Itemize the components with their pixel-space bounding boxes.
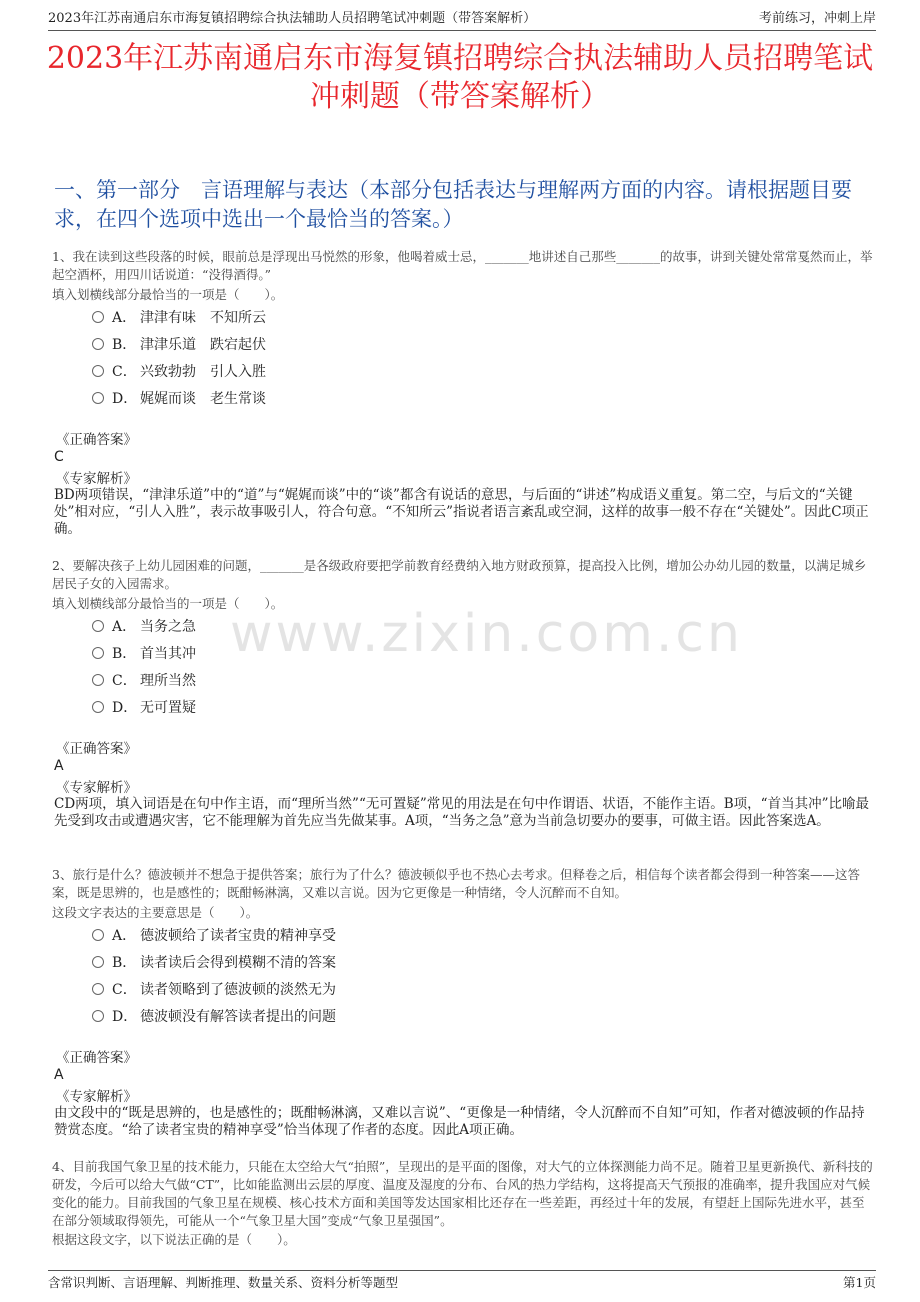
question-3 (52, 866, 874, 922)
footer-note: 含常识判断、言语理解、判断推理、数量关系、资料分析等题型 (48, 1275, 399, 1290)
page-header (48, 8, 876, 31)
question-prompt: 填入划横线部分最恰当的一项是（ ）。 (52, 287, 284, 302)
analysis-label: 《专家解析》 (56, 1089, 137, 1105)
option-1b[interactable]: B． 津津乐道 跌宕起伏 (92, 335, 266, 355)
option-3b[interactable]: B． 读者读后会得到模糊不清的答案 (92, 953, 336, 973)
correct-answer: A (54, 758, 64, 774)
option-1d[interactable]: D． 娓娓而谈 老生常谈 (92, 389, 266, 409)
radio-icon[interactable] (92, 929, 104, 941)
document-title (30, 40, 890, 116)
question-prompt: 这段文字表达的主要意思是（ ）。 (52, 905, 259, 920)
header-slogan: 考前练习，冲刺上岸 (758, 11, 876, 26)
answer-label: 《正确答案》 (56, 741, 137, 757)
question-prompt: 根据这段文字，以下说法正确的是（ ）。 (52, 1232, 296, 1247)
radio-icon[interactable] (92, 1010, 104, 1022)
option-3d[interactable]: D． 德波顿没有解答读者提出的问题 (92, 1007, 336, 1027)
page-footer (48, 1270, 876, 1295)
question-4 (52, 1158, 874, 1249)
option-2b[interactable]: B． 首当其冲 (92, 644, 196, 664)
radio-icon[interactable] (92, 647, 104, 659)
correct-answer: C (54, 449, 64, 465)
analysis-label: 《专家解析》 (56, 471, 137, 487)
option-2d[interactable]: D． 无可置疑 (92, 698, 196, 718)
question-stem: 4、目前我国气象卫星的技术能力，只能在太空给大气“拍照”，呈现出的是平面的图像，对大气的立体探测能力尚不足。随着卫星更新换代、新科技的研发，今后可以给大气做“CT”，比如能监测出云层的厚度、温度及湿度的分布、台风的热力学结构，这将提高天气预报的准确率，提升我国应对气候变化的能力。目前我国的气象卫星在规模、核心技术方面和美国等发达国家相比还存在一些差距，再经过十年的发展，有望赶上国际先进水平，甚至在部分领域取得领先，可能从一个“气象卫星大国”变成“气象卫星强国”。 (52, 1159, 873, 1228)
radio-icon[interactable] (92, 338, 104, 350)
radio-icon[interactable] (92, 365, 104, 377)
option-1c[interactable]: C． 兴致勃勃 引人入胜 (92, 362, 266, 382)
analysis-label: 《专家解析》 (56, 780, 137, 796)
question-stem: 1、我在读到这些段落的时候，眼前总是浮现出马悦然的形象，他喝着威士忌，_______地讲述自己那些_______的故事，讲到关键处常常戛然而止，举起空酒杯，用四川话说道：“没得酒得。” (52, 249, 873, 282)
section-heading: 一、第一部分 言语理解与表达（本部分包括表达与理解两方面的内容。请根据题目要求，在四个选项中选出一个最恰当的答案。） (54, 178, 852, 231)
analysis-text: 由文段中的“既是思辨的，也是感性的；既酣畅淋漓，又难以言说”、“更像是一种情绪，令人沉醉而不自知”可知，作者对德波顿的作品持赞赏态度。“给了读者宝贵的精神享受”恰当体现了作者的态度。因此A项正确。 (54, 1105, 865, 1138)
option-2c[interactable]: C． 理所当然 (92, 671, 196, 691)
radio-icon[interactable] (92, 674, 104, 686)
answer-label: 《正确答案》 (56, 1050, 137, 1066)
question-stem: 3、旅行是什么？德波顿并不想急于提供答案；旅行为了什么？德波顿似乎也不热心去考求。但释卷之后，相信每个读者都会得到一种答案——这答案，既是思辨的，也是感性的；既酣畅淋漓，又难以言说。因为它更像是一种情绪，令人沉醉而不自知。 (52, 867, 860, 900)
question-prompt: 填入划横线部分最恰当的一项是（ ）。 (52, 596, 284, 611)
option-3a[interactable]: A． 德波顿给了读者宝贵的精神享受 (92, 926, 336, 946)
correct-answer: A (54, 1067, 64, 1083)
question-stem: 2、要解决孩子上幼儿园困难的问题，_______是各级政府要把学前教育经费纳入地方财政预算，提高投入比例，增加公办幼儿园的数量，以满足城乡居民子女的入园需求。 (52, 558, 867, 591)
analysis-text: BD两项错误，“津津乐道”中的“道”与“娓娓而谈”中的“谈”都含有说话的意思，与后面的“讲述”构成语义重复。第二空，与后文的“关键处”相对应，“引人入胜”，表示故事吸引人，符合句意。“不知所云”指说者语言紊乱或空洞，这样的故事一般不存在“关键处”。因此C项正确。 (54, 487, 869, 537)
header-title: 2023年江苏南通启东市海复镇招聘综合执法辅助人员招聘笔试冲刺题（带答案解析） (48, 11, 537, 26)
question-1 (52, 248, 874, 304)
question-2 (52, 557, 874, 613)
radio-icon[interactable] (92, 311, 104, 323)
option-3c[interactable]: C． 读者领略到了德波顿的淡然无为 (92, 980, 336, 1000)
option-1a[interactable]: A． 津津有味 不知所云 (92, 308, 266, 328)
radio-icon[interactable] (92, 701, 104, 713)
page-number: 第1页 (843, 1275, 876, 1290)
option-2a[interactable]: A． 当务之急 (92, 617, 196, 637)
watermark: www.zixin.com.cn (230, 604, 743, 664)
radio-icon[interactable] (92, 956, 104, 968)
radio-icon[interactable] (92, 983, 104, 995)
answer-label: 《正确答案》 (56, 432, 137, 448)
analysis-text: CD两项，填入词语是在句中作主语，而“理所当然”“无可置疑”常见的用法是在句中作谓语、状语，不能作主语。B项，“首当其冲”比喻最先受到攻击或遭遇灾害，它不能理解为首先应当先做某事。A项，“当务之急”意为当前急切要办的要事，可做主语。因此答案选A。 (54, 796, 869, 829)
title-line-1: 2023年江苏南通启东市海复镇招聘综合执法辅助人员招聘笔试 (46, 41, 874, 76)
radio-icon[interactable] (92, 620, 104, 632)
title-line-2: 冲刺题（带答案解析） (310, 79, 610, 114)
radio-icon[interactable] (92, 392, 104, 404)
